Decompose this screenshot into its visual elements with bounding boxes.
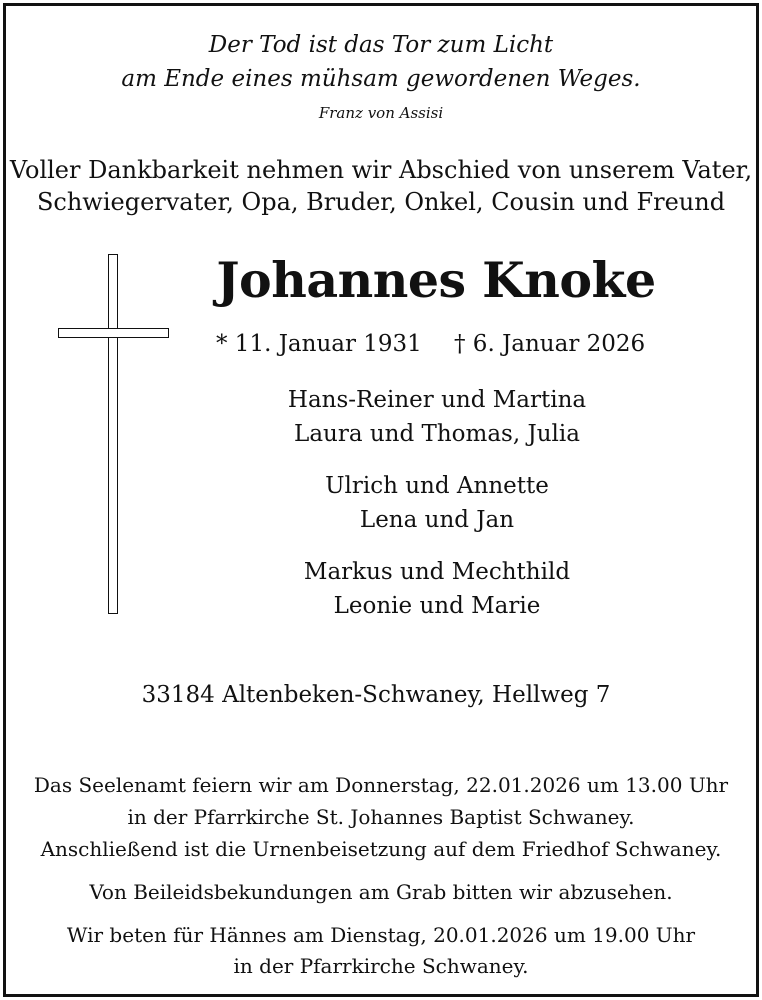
prayer-line-2: in der Pfarrkirche Schwaney. (233, 954, 529, 978)
deceased-name: Johannes Knoke (216, 251, 656, 309)
quote-line-1: Der Tod ist das Tor zum Licht (208, 32, 554, 58)
intro-line-2: Schwiegervater, Opa, Bruder, Onkel, Cousin und Freund (36, 188, 726, 216)
service-line-3: Anschließend ist die Urnenbeisetzung auf dem Friedhof Schwaney. (40, 837, 722, 861)
death-date: † 6. Januar 2026 (454, 331, 646, 357)
birth-date: * 11. Januar 1931 (216, 331, 422, 357)
obituary-notice (3, 3, 759, 997)
service-line-1: Das Seelenamt feiern wir am Donnerstag, 22.01.2026 um 13.00 Uhr (33, 773, 729, 797)
cross-icon-crossbar (58, 328, 169, 338)
family-2-line-1: Ulrich und Annette (325, 473, 549, 499)
family-1-line-1: Hans-Reiner und Martina (287, 387, 587, 413)
service-line-2: in der Pfarrkirche St. Johannes Baptist Schwaney. (127, 805, 635, 829)
address: 33184 Altenbeken-Schwaney, Hellweg 7 (141, 682, 611, 708)
quote-line-2: am Ende eines mühsam gewordenen Weges. (121, 66, 641, 92)
family-2-line-2: Lena und Jan (359, 507, 515, 533)
prayer-line-1: Wir beten für Hännes am Dienstag, 20.01.2026 um 19.00 Uhr (66, 923, 696, 947)
family-3-line-1: Markus und Mechthild (303, 559, 571, 585)
cross-icon (108, 254, 118, 614)
quote-author: Franz von Assisi (318, 104, 444, 122)
family-1-line-2: Laura und Thomas, Julia (294, 421, 580, 447)
intro-line-1: Voller Dankbarkeit nehmen wir Abschied von unserem Vater, (9, 156, 753, 184)
family-3-line-2: Leonie und Marie (333, 593, 541, 619)
condolence-note: Von Beileidsbekundungen am Grab bitten wir abzusehen. (89, 880, 673, 904)
